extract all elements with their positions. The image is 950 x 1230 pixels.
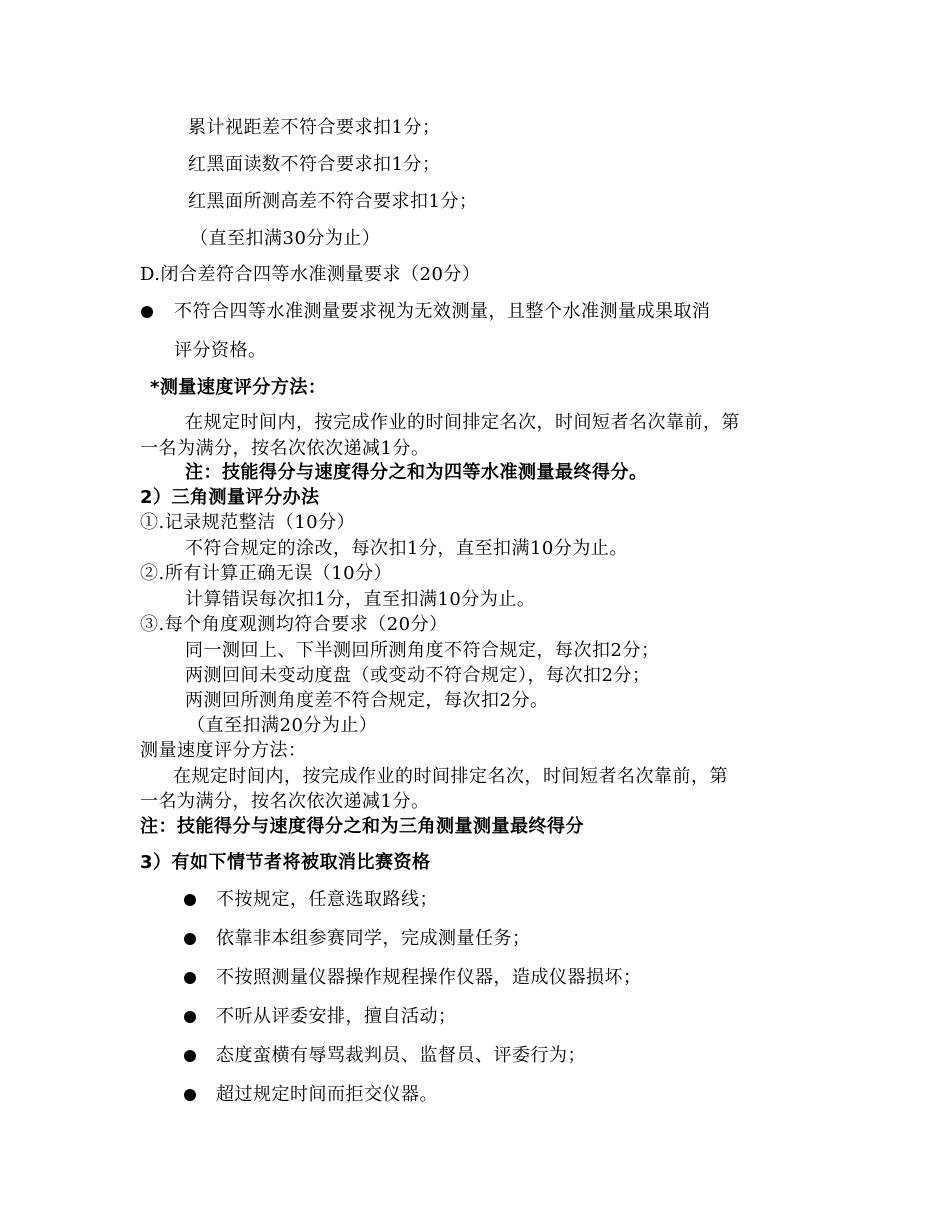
speed-scoring-heading: 测量速度评分方法： — [140, 740, 307, 761]
bullet-icon — [184, 1050, 196, 1062]
leveling-final-note: 注：技能得分与速度得分之和为四等水准测量最终得分。 — [185, 462, 648, 483]
deduction-line: 红黑面读数不符合要求扣1分； — [188, 154, 441, 175]
item-text: 两测回所测角度差不符合规定，每次扣2分。 — [185, 690, 549, 711]
item-title: ①.记录规范整洁（10分） — [140, 512, 356, 533]
disqualification-heading: 3）有如下情节者将被取消比赛资格 — [140, 852, 431, 873]
triangulation-heading: 2）三角测量评分办法 — [140, 487, 320, 508]
item-text: 不符合规定的涂改，每次扣1分，直至扣满10分为止。 — [185, 538, 628, 559]
bullet-icon — [184, 894, 196, 906]
list-item: 不听从评委安排，擅自活动； — [216, 1006, 457, 1027]
section-d-heading: D.闭合差符合四等水准测量要求（20分） — [140, 264, 481, 285]
list-item: 不按规定，任意选取路线； — [216, 889, 438, 910]
bullet-text: 不符合四等水准测量要求视为无效测量，且整个水准测量成果取消 — [174, 301, 711, 322]
speed-scoring-heading: *测量速度评分方法： — [150, 377, 327, 398]
list-item: 超过规定时间而拒交仪器。 — [216, 1084, 438, 1105]
bullet-icon — [184, 933, 196, 945]
bullet-icon — [184, 1011, 196, 1023]
list-item: 态度蛮横有辱骂裁判员、监督员、评委行为； — [216, 1045, 586, 1066]
item-text: 同一测回上、下半测回所测角度不符合规定，每次扣2分； — [185, 640, 660, 661]
bullet-icon — [184, 1089, 196, 1101]
paragraph-line: 在规定时间内，按完成作业的时间排定名次，时间短者名次靠前，第 — [185, 412, 740, 433]
item-title: ②.所有计算正确无误（10分） — [140, 563, 393, 584]
item-title: ③.每个角度观测均符合要求（20分） — [140, 614, 448, 635]
item-text: 两测回间未变动度盘（或变动不符合规定），每次扣2分； — [185, 665, 651, 686]
bullet-text-continued: 评分资格。 — [174, 340, 267, 361]
item-text: 计算错误每次扣1分，直至扣满10分为止。 — [185, 589, 536, 610]
bullet-icon — [184, 972, 196, 984]
list-item: 不按照测量仪器操作规程操作仪器，造成仪器损坏； — [216, 967, 642, 988]
deduction-line: 红黑面所测高差不符合要求扣1分； — [188, 191, 478, 212]
paragraph-line: 一名为满分，按名次依次递减1分。 — [140, 791, 430, 812]
deduction-cap-note: （直至扣满30分为止） — [190, 228, 381, 249]
bullet-icon — [141, 306, 153, 318]
item-cap-note: （直至扣满20分为止） — [187, 715, 378, 736]
paragraph-line: 在规定时间内，按完成作业的时间排定名次，时间短者名次靠前，第 — [173, 766, 728, 787]
triangulation-final-note: 注：技能得分与速度得分之和为三角测量测量最终得分 — [140, 816, 584, 837]
paragraph-line: 一名为满分，按名次依次递减1分。 — [140, 438, 430, 459]
deduction-line: 累计视距差不符合要求扣1分； — [188, 117, 441, 138]
list-item: 依靠非本组参赛同学，完成测量任务； — [216, 928, 531, 949]
